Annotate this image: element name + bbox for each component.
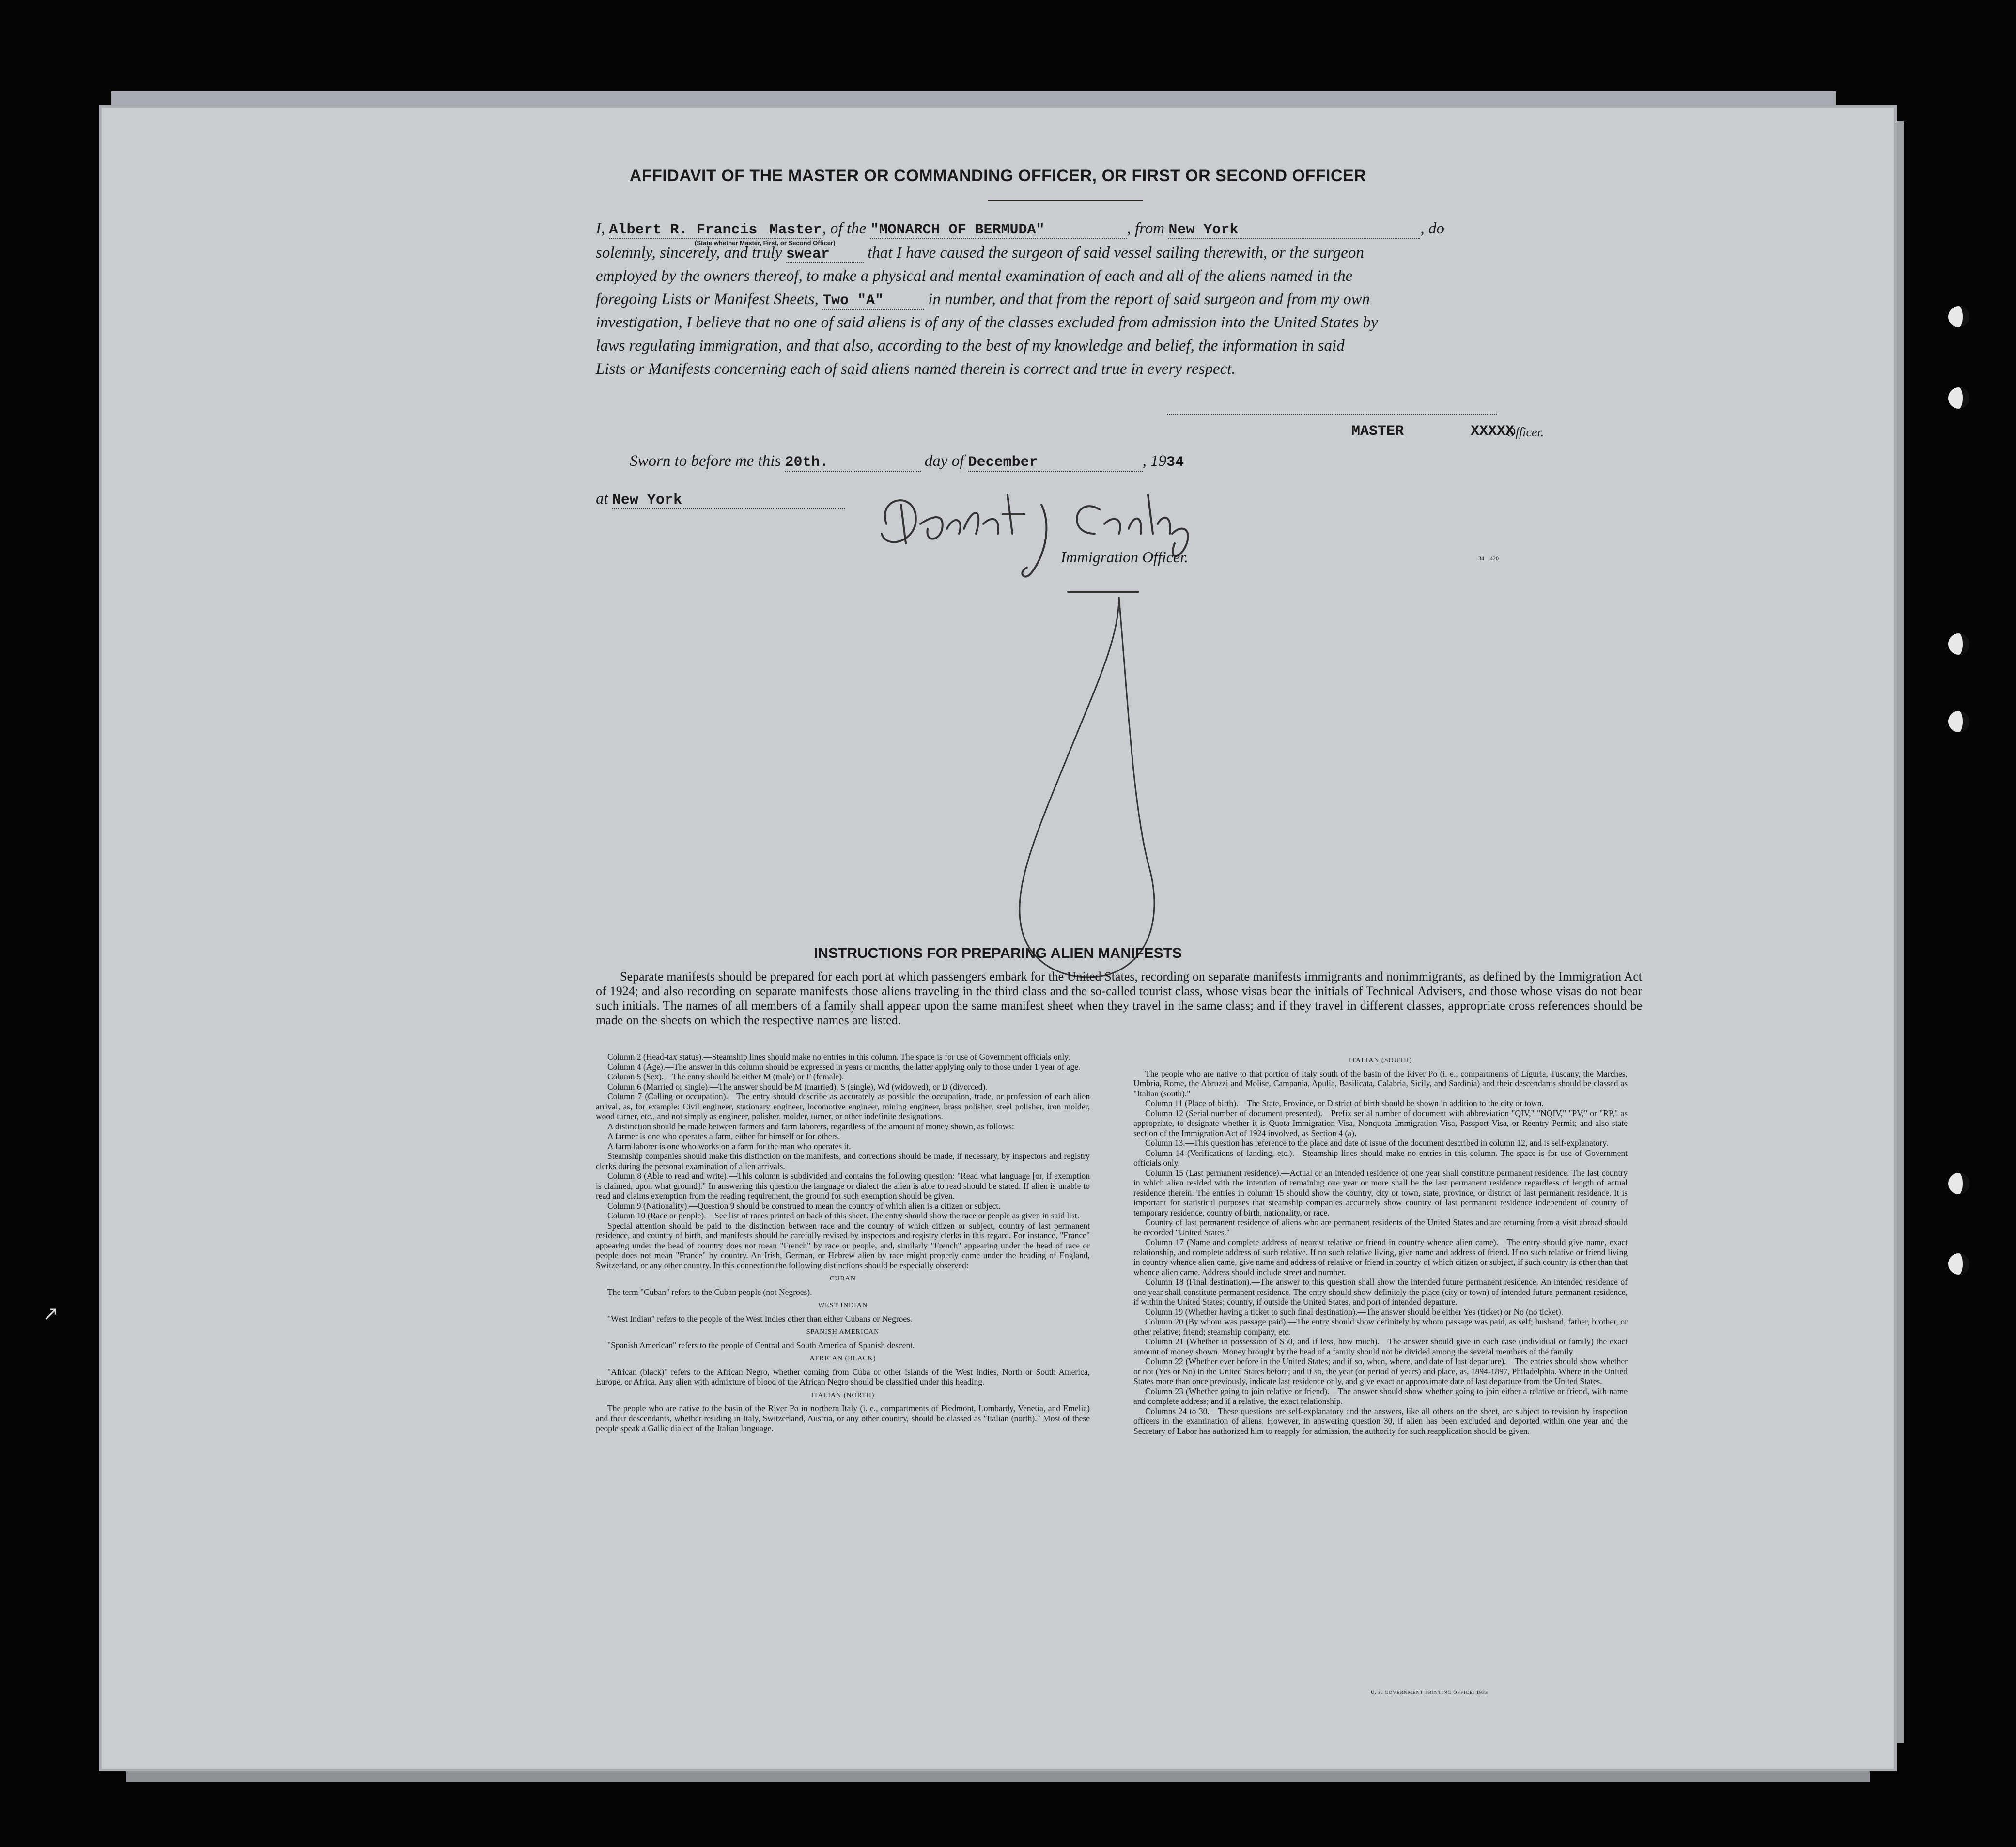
tag-string-loop	[1020, 597, 1154, 977]
affidavit-line-5: investigation, I believe that no one of said aliens is of any of the classes excluded from admission into the United States by	[596, 314, 1378, 331]
line2-a: solemnly, sincerely, and truly	[596, 244, 782, 262]
section-heading: AFRICAN (BLACK)	[809, 1355, 876, 1362]
form-number: 34—420	[1478, 555, 1499, 562]
instructions-intro: Separate manifests should be prepared for each port at which passengers embark for the United States, recording on separate manifests immigrants and nonimmigrants, as defined by the Immigration Act of 1924; and also recording on separate manifests those aliens traveling in the third class and the so-called tourist class, whose visas bear the initials of Technical Advisers, and those whose visas do not bear such initials. The names of all members of a family shall appear upon the same manifest sheet when they travel in the same class; and if they travel in different classes, appropriate cross references should be made on the sheets on which the respective names are listed.	[596, 970, 1642, 1027]
affidavit-line-3: employed by the owners thereof, to make a physical and mental examination of each and all of the aliens named in the	[596, 267, 1353, 285]
instruction-paragraph: Column 6 (Married or single).—The answer should be M (married), S (single), Wd (widowed), or D (divorced).	[607, 1081, 988, 1092]
instruction-paragraph: A distinction should be made between farmers and farm laborers, regardless of the amount of money shown, as follows:	[607, 1121, 1014, 1131]
oath-word: swear	[786, 246, 830, 262]
year-suffix: 34	[1166, 454, 1184, 471]
instruction-paragraph: Column 10 (Race or people).—See list of races printed on back of this sheet. The entry should show the race or people as given in said list.	[607, 1211, 1080, 1220]
instruction-paragraph: Column 11 (Place of birth).—The State, Province, or District of birth should be shown in addition to the city or town.	[1145, 1098, 1544, 1108]
sworn-day: 20th.	[785, 454, 829, 471]
section-heading: ITALIAN (SOUTH)	[1349, 1057, 1412, 1064]
instruction-paragraph: Steamship companies should make this distinction on the manifests, and corrections should be made, if necessary, by inspectors and registry clerks during the personal examination of alien arrivals.	[596, 1151, 1090, 1171]
instruction-paragraph: Columns 24 to 30.—These questions are self-explanatory and the answers, like all others on the sheet, are subject to revision by inspection officers in the examination of aliens. However, in answering question 30, if alien has been excluded and deported within one year and the Secretary of Labor has authorized him to reapply for admission, the authority for such reapplication should be given.	[1133, 1406, 1628, 1436]
instruction-paragraph: Column 2 (Head-tax status).—Steamship lines should make no entries in this column. The space is for use of Government officials only.	[607, 1052, 1070, 1062]
officer-rank: Master	[769, 222, 822, 238]
instruction-paragraph: "African (black)" refers to the African Negro, whether coming from Cuba or other islands of the West Indies, North or South America, Europe, or Africa. Any alien with admixture of blood of the African Negro should be classified under this heading.	[596, 1367, 1090, 1386]
line2-b: that I have caused the surgeon of said vessel sailing therewith, or the surgeon	[868, 244, 1364, 262]
immigration-officer-title: Immigration Officer.	[1061, 548, 1189, 566]
instruction-paragraph: "Spanish American" refers to the people of Central and South America of Spanish descent.	[607, 1340, 915, 1350]
from-port: New York	[1168, 222, 1239, 238]
manifest-sheet	[102, 108, 1894, 1769]
instruction-paragraph: Column 14 (Verifications of landing, etc.).—Steamship lines should make no entries in this column. The space is for use of Government officials only.	[1133, 1148, 1628, 1168]
instruction-paragraph: "West Indian" refers to the people of the West Indies other than either Cubans or Negroes.	[607, 1313, 913, 1324]
day-of-label: day of	[924, 452, 964, 470]
vessel-name: "MONARCH OF BERMUDA"	[870, 222, 1045, 238]
instruction-paragraph: Column 20 (By whom was passage paid).—The entry should show definitely by whom passage was paid, as self; husband, father, brother, or other relative; friend; steamship company, etc.	[1133, 1317, 1628, 1337]
instructions-title: INSTRUCTIONS FOR PREPARING ALIEN MANIFESTS	[813, 945, 1182, 961]
instruction-paragraph: Column 19 (Whether having a ticket to such final destination).—The answer should be either Yes (ticket) or No (no ticket).	[1145, 1307, 1564, 1317]
line4-b: in number, and that from the report of said surgeon and from my own	[928, 291, 1370, 308]
section-heading: CUBAN	[829, 1275, 856, 1282]
instruction-paragraph: Column 23 (Whether going to join relative or friend).—The answer should show whether going to join either a relative or friend, with name and complete address; and if a relative, the exact relationship.	[1133, 1386, 1628, 1406]
instruction-paragraph: Column 21 (Whether in possession of $50, and if less, how much).—The answer should give in each case (individual or family) the exact amount of money shown. Money brought by the head of a family should not be divided among the several members of the family.	[1133, 1337, 1628, 1356]
affidavit-line-6: laws regulating immigration, and that also, according to the best of my knowledge and belief, the information in said	[596, 337, 1345, 354]
signer-title-text: MASTER	[1351, 423, 1404, 440]
section-heading: ITALIAN (NORTH)	[811, 1391, 875, 1399]
instruction-paragraph: The people who are native to that portion of Italy south of the basin of the River Po (i. e., compartments of Liguria, Tuscany, the Marches, Umbria, Rome, the Abruzzi and Molise, Campania, Apulia, Basilicata, Calabria, Sicily, and Sardinia) and their descendants should be classed as "Italian (south)."	[1133, 1068, 1628, 1098]
binder-hole	[1948, 633, 1969, 655]
immigration-officer-signature	[882, 495, 1188, 592]
instruction-paragraph: Country of last permanent residence of aliens who are permanent residents of the United States and are returning from a visit abroad should be recorded "United States."	[1133, 1217, 1628, 1237]
signature-text: Herbert J Conley	[974, 547, 1007, 552]
instruction-paragraph: Column 8 (Able to read and write).—This column is subdivided and contains the following question: "Read what language [or, if exemption is claimed, upon what ground]." In answering this question the language or dialect the alien is able to read should be stated. If alien is unable to read and claims exemption from the reading requirement, the ground for such exemption should be given.	[596, 1171, 1090, 1201]
signature-and-tag-drawing	[102, 108, 1894, 1769]
sworn-label: Sworn to before me this	[630, 452, 781, 470]
line4-a: foregoing Lists or Manifest Sheets,	[596, 291, 819, 308]
binder-hole	[1948, 1253, 1969, 1275]
instruction-paragraph: Column 12 (Serial number of document presented).—Prefix serial number of document with abbreviation "QIV," "NQIV," "PV," or "RP," as appropriate, to designate whether it is Quota Immigration Visa, Nonquota Immigration Visa, Passport Visa, or Reentry Permit; and also state section of the Immigration Act of 1924 involved, as Section 4 (a).	[1133, 1108, 1628, 1138]
instruction-paragraph: A farmer is one who operates a farm, either for himself or for others.	[607, 1131, 840, 1141]
instruction-paragraph: Column 5 (Sex).—The entry should be either M (male) or F (female).	[607, 1072, 844, 1081]
binder-hole	[1948, 387, 1969, 409]
struck-officer: XXXXX	[1471, 423, 1515, 440]
instruction-paragraph: Column 4 (Age).—The answer in this column should be expressed in years or months, the latter applying only to those under 1 year of age.	[607, 1062, 1081, 1072]
of-the-label: , of the	[822, 220, 867, 237]
affidavit-line-7: Lists or Manifests concerning each of said aliens named therein is correct and true in every respect.	[596, 360, 1236, 378]
sworn-month: December	[968, 454, 1038, 471]
instruction-paragraph: Special attention should be paid to the distinction between race and the country of which citizen or subject, country of last permanent residence, and country of birth, and manifests should be carefully revised by inspectors and registry clerks in this regard. For instance, "France" appearing under the head of country does not mean "French" by race or people, and, similarly "French" appearing under the head of race or people does not mean "France" by country. An Irish, German, or Hebrew alien by race might properly come under the heading of England, Switzerland, or any other country. In this connection the following distinctions should be especially observed:	[596, 1220, 1090, 1270]
officer-name: Albert R. Francis	[609, 222, 758, 238]
instructions-left-column	[596, 1052, 1090, 1433]
instruction-paragraph: The term "Cuban" refers to the Cuban people (not Negroes).	[607, 1287, 812, 1297]
instruction-paragraph: The people who are native to the basin of the River Po in northern Italy (i. e., compartments of Piedmont, Lombardy, Venetia, and Emelia) and their descendants, whether residing in Italy, Switzerland, Austria, or any other country, should be classed as "Italian (north)." Most of these people speak a Gallic dialect of the Italian language.	[596, 1403, 1090, 1433]
from-label: , from	[1127, 220, 1165, 237]
at-label: at	[596, 490, 608, 508]
section-heading: SPANISH AMERICAN	[806, 1328, 880, 1336]
officer-word: Officer.	[1506, 425, 1544, 439]
instruction-paragraph: Column 9 (Nationality).—Question 9 should be construed to mean the country of which alien is a citizen or subject.	[607, 1201, 1001, 1211]
instruction-paragraph: Column 7 (Calling or occupation).—The entry should describe as accurately as possible the occupation, trade, or profession of each alien arrival, as, for example: Civil engineer, stationary engineer, locomotive engineer, mining engineer, brass polisher, steel polisher, iron molder, wood turner, etc., and not simply as engineer, polisher, molder, turner, or other indefinite designations.	[596, 1092, 1090, 1121]
sheet-count: Two "A"	[822, 292, 884, 309]
do-label: , do	[1420, 220, 1444, 237]
section-heading: WEST INDIAN	[818, 1302, 868, 1309]
sworn-place: New York	[612, 492, 682, 508]
instruction-paragraph: Column 15 (Last permanent residence).—Actual or an intended residence of one year shall constitute permanent residence. The last country in which alien resided with the intention of remaining one year or more shall be the last permanent residence regardless of length of actual residence therein. The entries in column 15 should show the country, city or town, state, province, or district of last permanent residence. It is important for statistical purposes that steamship companies accurately show country of last permanent residence independent of country of temporary residence, country of birth, nationality, or race.	[1133, 1168, 1628, 1217]
instruction-paragraph: Column 22 (Whether ever before in the United States; and if so, when, where, and date of last departure).—The entries should show whether or not (Yes or No) in the United States before; and if so, the year (or period of years) and place, as, 1894-1897, Philadelphia. Where in the United States more than once previously, indicate last residence only, and give exact or approximate date of last departure from the United States.	[1133, 1356, 1628, 1386]
binder-hole	[1948, 306, 1969, 327]
instruction-paragraph: Column 18 (Final destination).—The answer to this question shall show the intended future permanent residence. An intended residence of one year shall constitute permanent residence. The entry should show definitely the place (city or town) of intended future permanent residence, if within the United States; country, if outside the United States, and port of intended departure.	[1133, 1277, 1628, 1307]
printer-note: U. S. GOVERNMENT PRINTING OFFICE: 1933	[1371, 1690, 1488, 1695]
binder-hole	[1948, 1173, 1969, 1194]
margin-mark: ↗	[43, 1303, 59, 1325]
instruction-paragraph: Column 17 (Name and complete address of nearest relative or friend in country whence alien came).—The entry should give name, exact relationship, and complete address of such relative. If no such relative living, give name and address of friend. If no such relative or friend living in country whence alien came, give name and address of relative or friend in country of which citizen or subject, if such country is other than that whence alien came. Address should include street and number.	[1133, 1237, 1628, 1277]
year-prefix: , 19	[1142, 452, 1167, 470]
affidavit-title: AFFIDAVIT OF THE MASTER OR COMMANDING OFFICER, OR FIRST OR SECOND OFFICER	[629, 167, 1366, 185]
instruction-paragraph: A farm laborer is one who works on a farm for the man who operates it.	[607, 1141, 851, 1151]
binder-hole	[1948, 711, 1969, 732]
instructions-right-column	[1133, 1052, 1628, 1436]
rank-hint: (State whether Master, First, or Second Officer)	[695, 239, 836, 246]
i-prefix: I,	[596, 220, 605, 237]
instruction-paragraph: Column 13.—This question has reference to the place and date of issue of the document described in column 12, and is self-explanatory.	[1145, 1138, 1609, 1148]
